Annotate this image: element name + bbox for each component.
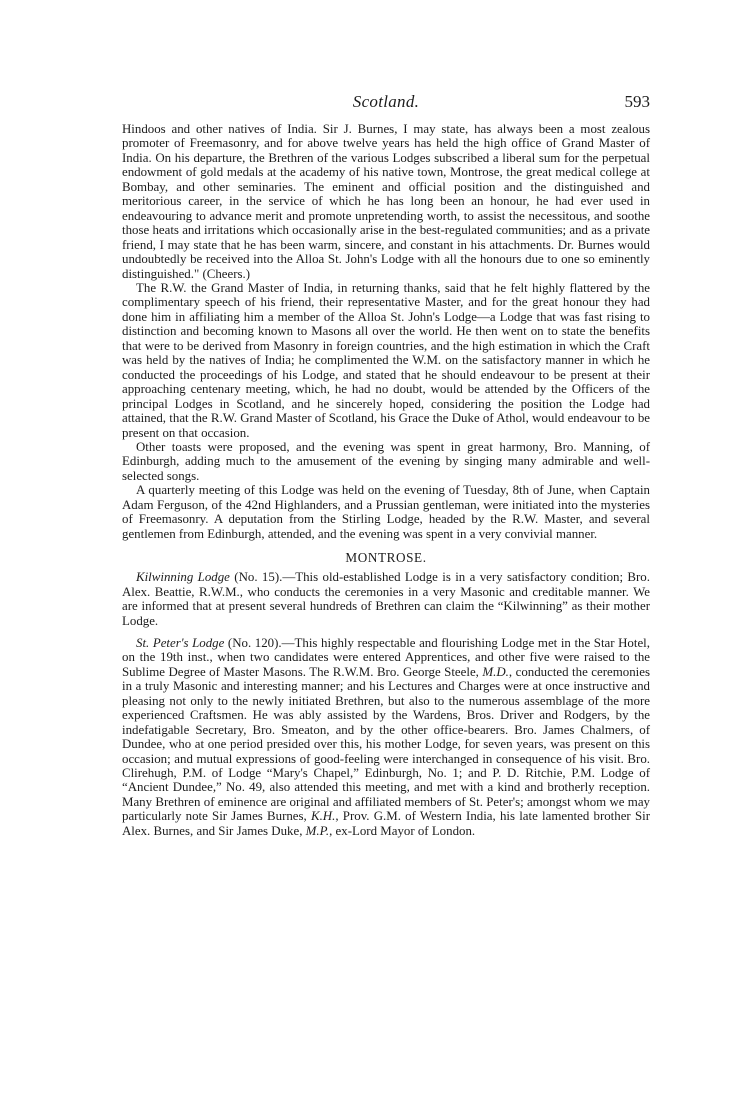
lodge-name-st-peters: St. Peter's Lodge	[136, 635, 225, 650]
paragraph-burnes-tribute: Hindoos and other natives of India. Sir J. Burnes, I may state, has always been a most zealous promoter of Freemasonry, and for above twelve years has held the high office of Grand Master of India. On his departure, the Brethren of the various Lodges subscribed a liberal sum for the perpetual endowment of gold medals at the academy of his native town, Montrose, the great medical college at Bombay, and other seminaries. The eminent and official position and the distinguished and meritorious career, in the service of which he has long been an honour, he had ever used in endeavouring to advance merit and promote unpretending worth, to assist the necessitous, and soothe those heats and irritations which occasionally arise in the best-regulated communities; and as a private friend, I may state that he has been warm, sincere, and constant in his attachments. Dr. Burnes would undoubtedly be received into the Alloa St. John's Lodge with all the honours due to one so eminently distinguished." (Cheers.)	[122, 122, 650, 281]
st-peters-text-b: , conducted the ceremonies in a truly Masonic and interesting manner; and his Lectures and Charges were at once instructive and pleasing not only to the newly initiated Brethren, but also to the numerous assemblage of the more experienced Craftsmen. He was ably assisted by the Wardens, Bros. Driver and Rodgers, by the indefatigable Secretary, Bro. Smeaton, and by the other office-bearers. Bro. James Chalmers, of Dundee, who at one period presided over this, his mother Lodge, for seven years, was present on this occasion; and mutual expressions of good-feeling were interchanged in consequence of his visit. Bro. Clirehugh, P.M. of Lodge “Mary's Chapel,” Edinburgh, No. 1; and P. D. Ritchie, P.M. Lodge of “Ancient Dundee,” No. 49, also attended this meeting, and met with a kind and brotherly reception. Many Brethren of eminence are original and affiliated members of St. Peter's; amongst whom we may particularly note Sir James Burnes,	[122, 664, 650, 824]
article-body	[122, 122, 650, 838]
st-peters-text-c: , Prov. G.M. of Western India, his late lamented brother Sir Alex. Burnes, and Sir James Duke,	[122, 809, 650, 838]
st-peters-text-d: , ex-Lord Mayor of London.	[329, 823, 476, 838]
page-number: 593	[624, 92, 650, 111]
paragraph-grand-master-reply: The R.W. the Grand Master of India, in returning thanks, said that he felt highly flattered by the complimentary speech of his friend, their representative Master, and for the great honour they had done him in affiliating him a member of the Alloa St. John's Lodge—a Lodge that was fast rising to distinction and becoming known to Masons all over the world. He then went on to state the benefits that were to be derived from Masonry in foreign countries, and the high estimation in which the Craft was held by the natives of India; he complimented the W.M. on the satisfactory manner in which he conducted the proceedings of his Lodge, and stated that he should endeavour to be present at their approaching centenary meeting, which, he had no doubt, would be attended by the Officers of the principal Lodges in Scotland, and he sincerely hoped, considering the position the Lodge had attained, that the R.W. Grand Master of Scotland, his Grace the Duke of Athol, would endeavour to be present on that occasion.	[122, 280, 650, 440]
paragraph-quarterly-meeting: A quarterly meeting of this Lodge was held on the evening of Tuesday, 8th of June, when Captain Adam Ferguson, of the 42nd Highlanders, and a Prussian gentleman, were initiated into the mysteries of Freemasonry. A deputation from the Stirling Lodge, headed by the R.W. Master, and several gentlemen from Edinburgh, attended, and the evening was spent in a very convivial manner.	[122, 483, 650, 541]
kilwinning-text: (No. 15).—This old-established Lodge is in a very satisfactory condition; Bro. Alex. Beattie, R.W.M., who conducts the ceremonies in a very Masonic and creditable manner. We are informed that at present several hundreds of Brethren can claim the “Kilwinning” as their mother Lodge.	[122, 570, 650, 628]
title-md: M.D.	[482, 664, 509, 679]
paragraph-kilwinning-lodge	[122, 570, 650, 628]
running-header	[122, 88, 650, 122]
running-title: Scotland.	[352, 92, 420, 111]
paragraph-toasts: Other toasts were proposed, and the evening was spent in great harmony, Bro. Manning, of Edinburgh, adding much to the amusement of the evening by singing many admirable and well-selected songs.	[122, 439, 650, 483]
title-kh: K.H.	[310, 809, 336, 824]
paragraph-st-peters-lodge	[122, 636, 650, 838]
title-mp: M.P.	[305, 823, 330, 838]
printed-page	[122, 88, 650, 1098]
st-peters-text-a: (No. 120).—This highly respectable and flourishing Lodge met in the Star Hotel, on the 19th inst., when two candidates were entered Apprentices, and other five were raised to the Sublime Degree of Master Masons. The R.W.M. Bro. George Steele,	[122, 635, 650, 679]
section-heading-montrose: MONTROSE.	[345, 550, 427, 566]
lodge-name-kilwinning: Kilwinning Lodge	[136, 570, 230, 585]
